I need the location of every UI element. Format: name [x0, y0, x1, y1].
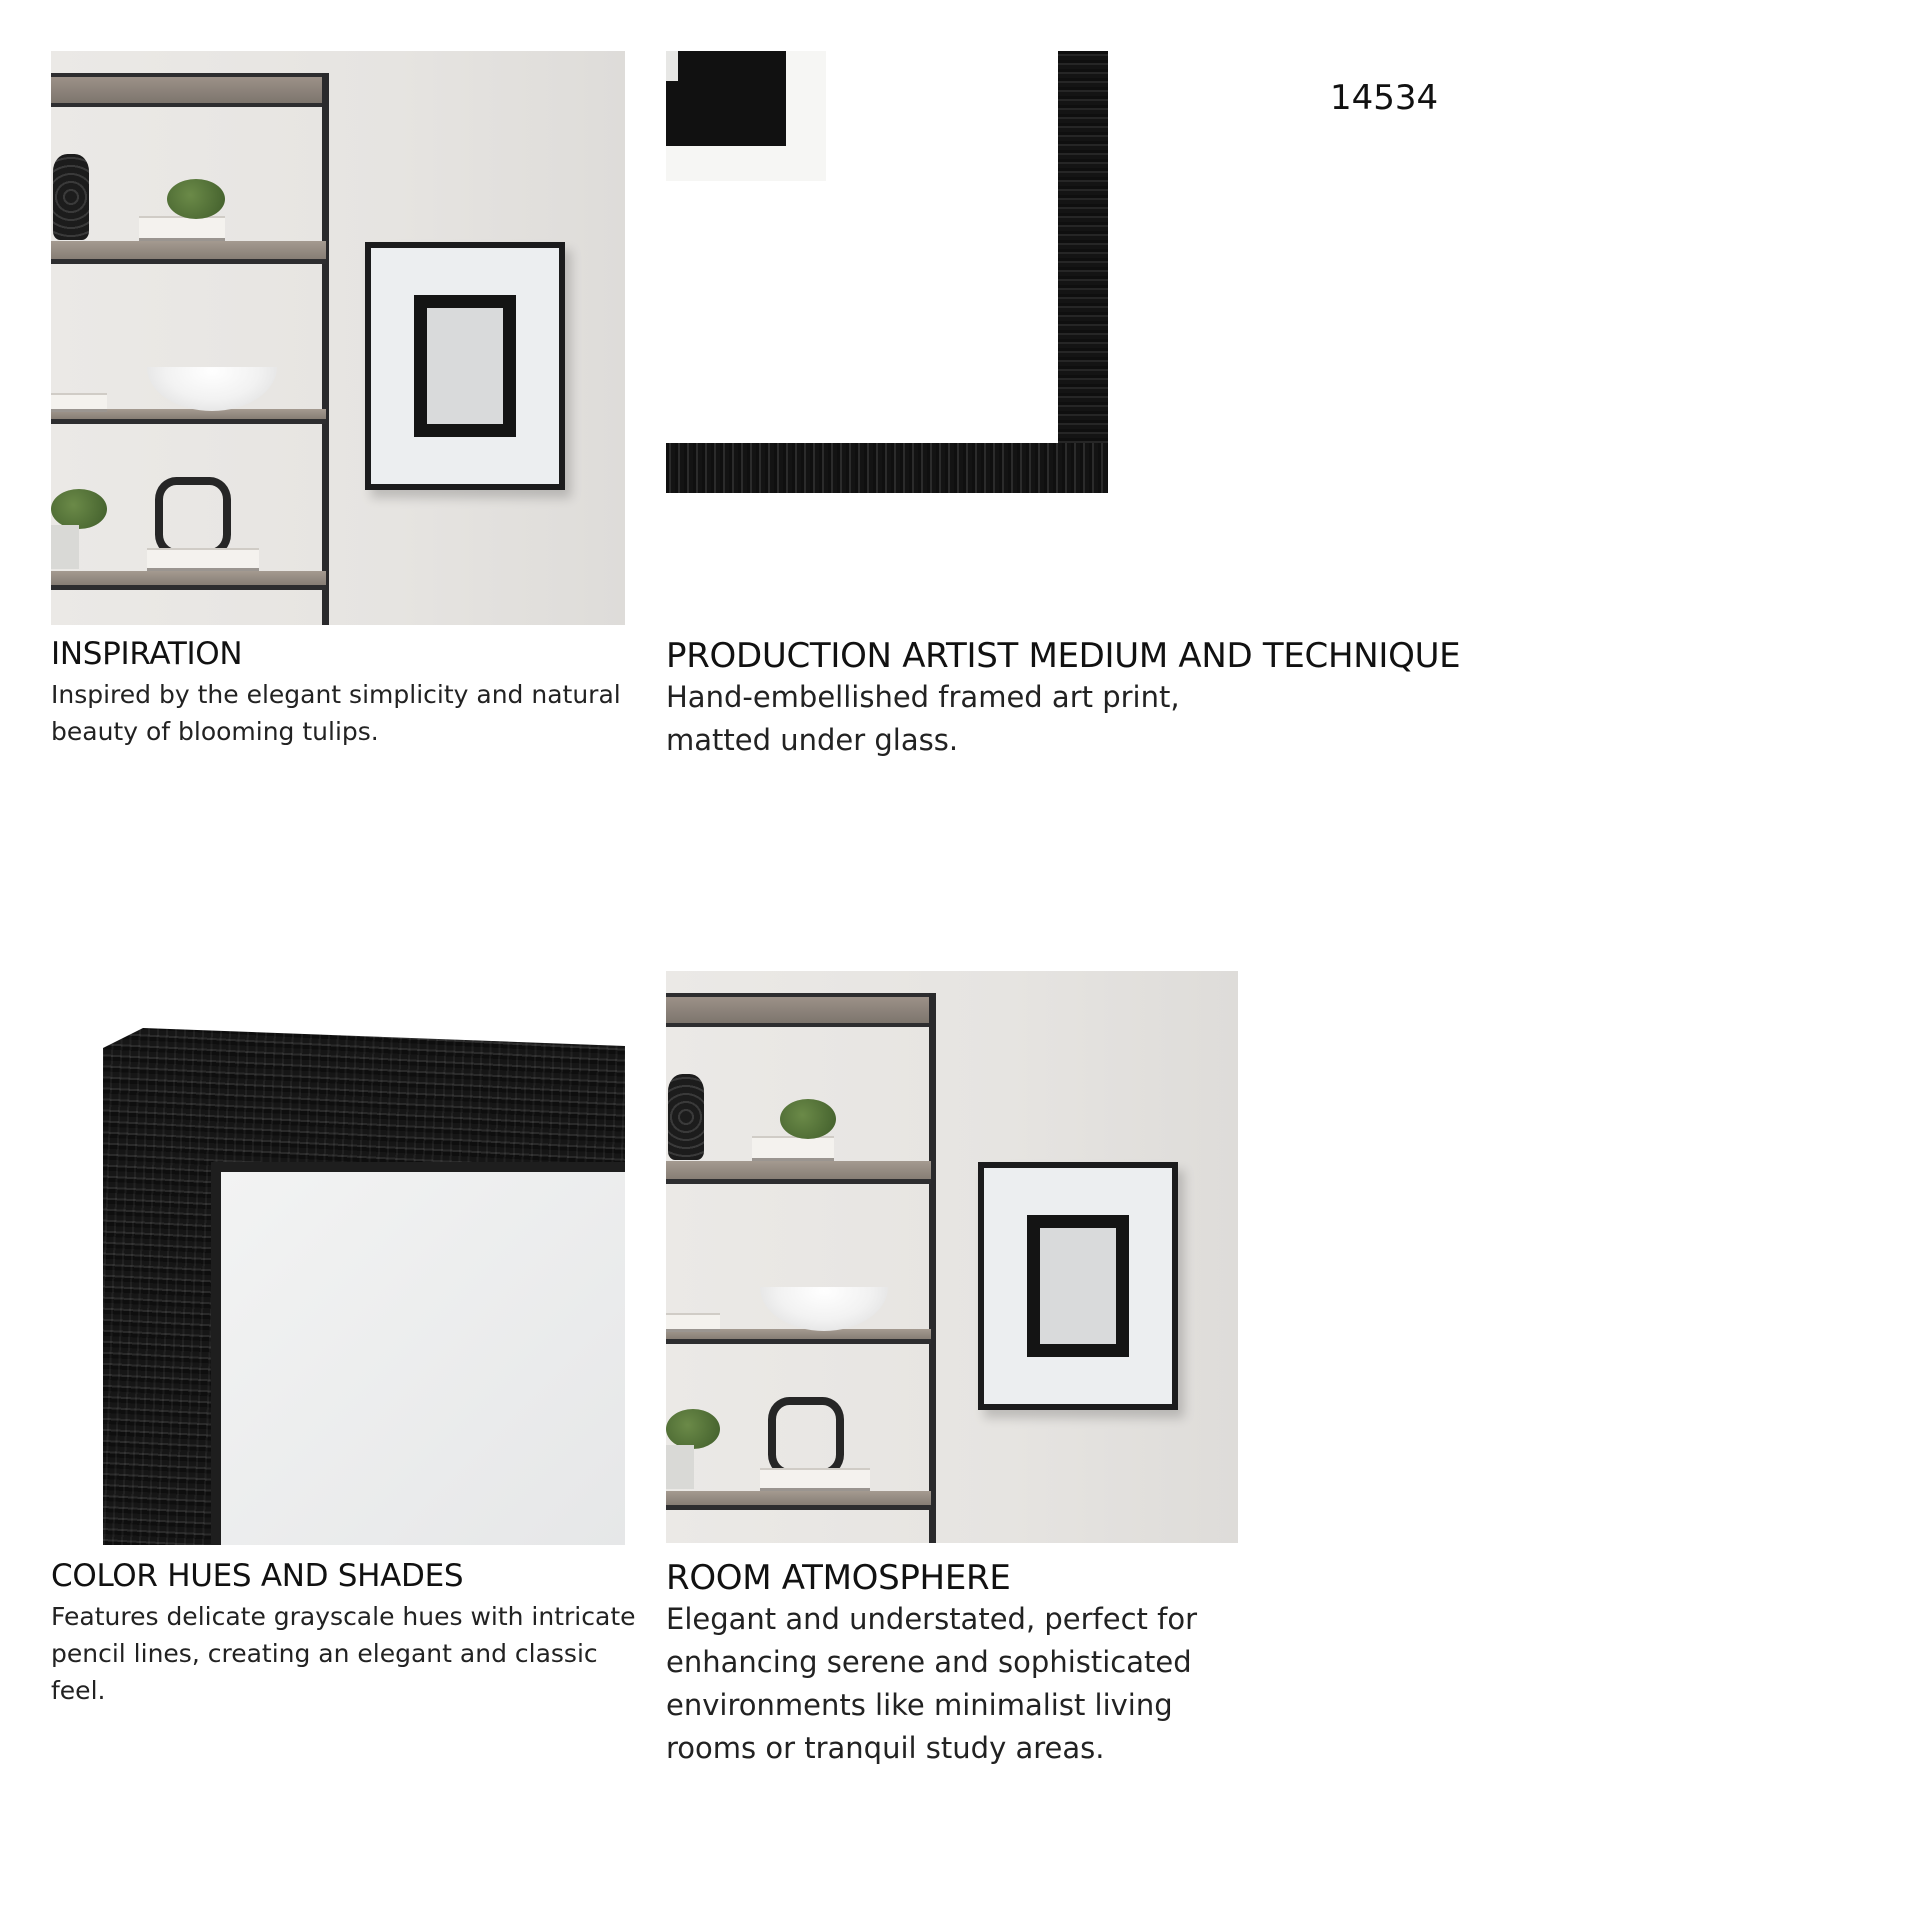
inspiration-text [51, 676, 651, 750]
room-atmosphere-text-line: enhancing serene and sophisticated [666, 1645, 1192, 1679]
color-hues-text [51, 1598, 651, 1709]
inspiration-heading: INSPIRATION [51, 636, 243, 672]
production-heading: PRODUCTION ARTIST MEDIUM AND TECHNIQUE [666, 636, 1461, 676]
framed-art-print [365, 242, 565, 490]
product-id: 14534 [1330, 78, 1439, 118]
production-text-line: matted under glass. [666, 723, 959, 757]
room-atmosphere-text [666, 1598, 1366, 1770]
framed-art-print [978, 1162, 1178, 1410]
room-photo-atmosphere [666, 971, 1238, 1543]
color-hues-text-line: feel. [51, 1676, 106, 1705]
production-text-line: Hand-embellished framed art print, [666, 680, 1180, 714]
texture-closeup-photo [51, 971, 625, 1545]
color-hues-text-line: Features delicate grayscale hues with intricate [51, 1602, 636, 1631]
inspiration-text-line: beauty of blooming tulips. [51, 717, 379, 746]
frame-closeup-photo [666, 51, 1108, 493]
room-atmosphere-text-line: environments like minimalist living [666, 1688, 1173, 1722]
color-hues-text-line: pencil lines, creating an elegant and classic [51, 1639, 598, 1668]
color-hues-heading: COLOR HUES AND SHADES [51, 1558, 464, 1594]
room-atmosphere-heading: ROOM ATMOSPHERE [666, 1558, 1011, 1598]
room-atmosphere-text-line: Elegant and understated, perfect for [666, 1602, 1198, 1636]
room-photo-inspiration [51, 51, 625, 625]
room-atmosphere-text-line: rooms or tranquil study areas. [666, 1731, 1105, 1765]
production-text [666, 676, 1366, 762]
inspiration-text-line: Inspired by the elegant simplicity and natural [51, 680, 621, 709]
